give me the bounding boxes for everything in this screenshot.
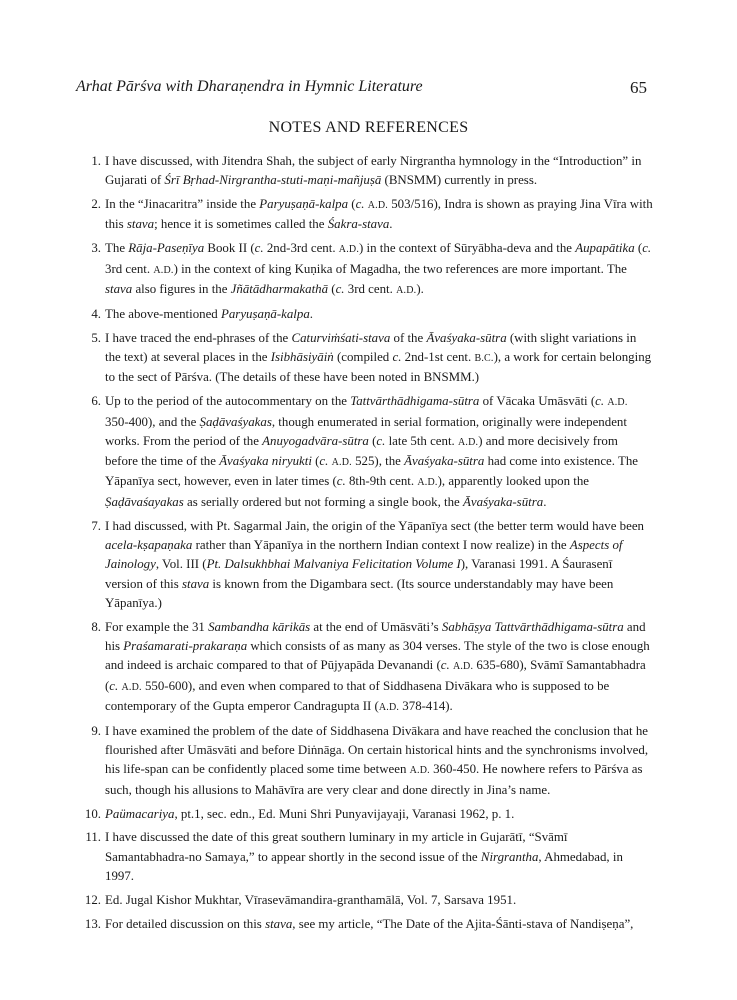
note-text-run: ) in the context of king Kuṇika of Magadha, the two references are more important. The xyxy=(173,261,627,276)
italic-term: Tattvārthādhigama-sūtra xyxy=(350,394,480,409)
note-text-run: ( xyxy=(328,281,336,296)
italic-term: Śrī Bṛhad-Nirgrantha-stuti-maṇi-mañjuṣā xyxy=(164,173,382,188)
note-item xyxy=(85,195,653,235)
note-text-run: , though enumerated in serial formation, originally were independent works. From the period of the xyxy=(105,414,627,448)
italic-term: Rāja-Paseṇīya xyxy=(128,241,205,256)
note-item xyxy=(85,805,653,824)
note-text-run: of Vācaka Umāsvāti ( xyxy=(479,394,596,409)
note-text-run: ). xyxy=(416,281,424,296)
italic-term: Ṣaḍāvaśyakas xyxy=(199,414,272,429)
note-text xyxy=(105,828,653,886)
italic-term: Āvaśyaka-sūtra xyxy=(404,454,485,469)
italic-term: Aspects of Jainology xyxy=(105,537,623,572)
note-text-run: . xyxy=(309,306,314,321)
note-text-run: at the end of Umāsvāti’s xyxy=(310,619,442,634)
note-number: 12. xyxy=(84,892,101,907)
note-item xyxy=(85,722,653,800)
italic-term: c. xyxy=(335,281,345,296)
note-item xyxy=(85,618,653,717)
italic-term: c. xyxy=(642,241,652,256)
running-head: Arhat Pārśva with Dharaṇendra in Hymnic Literature xyxy=(76,78,423,95)
note-text-run: . xyxy=(543,494,547,509)
section-title: NOTES AND REFERENCES xyxy=(268,119,469,136)
note-text-run: which consists of as many as 304 verses. The style of the two is close enough and indeed is archaic compared to that of Pūjyapāda Devanandi ( xyxy=(105,638,650,673)
italic-term: Pt. Dalsukhbhai Malvaniya Felicitation Volume I xyxy=(206,557,461,572)
note-text-run: , see my article, “The Date of the Ajita-Śānti-stava of Nandiṣeṇa”, xyxy=(292,916,634,931)
note-text-run: also figures in the xyxy=(132,281,231,296)
note-number: 3. xyxy=(91,241,101,256)
note-text-run: and his xyxy=(105,619,646,653)
note-text xyxy=(105,517,653,613)
note-item xyxy=(85,915,653,934)
note-text-run: I have discussed, with Jitendra Shah, the subject of early Nirgrantha hymnology in the “Introduction” in Gujarati of xyxy=(105,154,642,188)
small-caps-era: A.D. xyxy=(378,701,400,713)
note-text-run: , pt.1, sec. edn., Ed. Muni Shri Punyavijayaji, Varanasi 1962, p. 1. xyxy=(174,806,515,821)
note-text-run: I had discussed, with Pt. Sagarmal Jain, the origin of the Yāpanīya sect (the better term would have been xyxy=(105,518,644,533)
note-text-run: Ed. Jugal Kishor Mukhtar, Vīrasevāmandira-granthamālā, Vol. 7, Sarsava 1951. xyxy=(105,892,517,907)
note-text-run: late 5th cent. xyxy=(385,433,459,448)
small-caps-era: A.D. xyxy=(331,457,352,469)
small-caps-era: A.D. xyxy=(417,477,438,489)
note-text-run: In the “Jinacaritra” inside the xyxy=(105,197,260,212)
italic-term: acela-kṣapaṇaka xyxy=(105,537,193,552)
small-caps-era: A.D. xyxy=(153,264,174,276)
note-number: 7. xyxy=(91,518,101,533)
note-number: 5. xyxy=(91,330,101,345)
notes-list xyxy=(85,152,653,939)
note-text xyxy=(105,329,653,388)
note-text xyxy=(105,152,653,191)
italic-term: Nirgrantha xyxy=(480,849,539,864)
note-item xyxy=(85,392,653,512)
note-number: 8. xyxy=(91,619,101,634)
note-text-run: 378-414). xyxy=(399,698,453,713)
note-text-run: Up to the period of the autocommentary on the xyxy=(105,394,351,409)
italic-term: stava xyxy=(105,281,133,296)
note-item xyxy=(85,517,653,613)
italic-term: Praśamarati-prakaraṇa xyxy=(123,638,248,653)
note-text-run: 3rd cent. xyxy=(344,281,397,296)
note-text-run: ( xyxy=(368,433,377,448)
note-text-run: The above-mentioned xyxy=(105,306,221,321)
italic-term: Paümacariya xyxy=(105,806,175,821)
note-number: 13. xyxy=(84,916,101,931)
note-text xyxy=(105,915,653,934)
note-item xyxy=(85,239,653,300)
note-text-run: 635-680), Svāmī Samantabhadra ( xyxy=(105,658,646,693)
italic-term: Aupapātika xyxy=(575,241,635,256)
note-text-run: I have examined the problem of the date of Siddhasena Divākara and have reached the conclusion that he flourished after Umāsvāti and before Diṅnāga. On certain historical hints and the synchronisms involved, his life-span can be confidently placed some time between xyxy=(105,723,649,777)
small-caps-era: A.D. xyxy=(367,200,389,212)
note-number: 11. xyxy=(85,830,101,845)
note-text-run: (compiled xyxy=(333,350,393,365)
note-number: 10. xyxy=(84,806,101,821)
note-text xyxy=(105,805,653,824)
italic-term: Caturviṁśati-stava xyxy=(291,330,391,345)
note-text-run: ), apparently looked upon the xyxy=(437,474,590,489)
note-text-run: 550-600), and even when compared to that of Siddhasena Divākara who is supposed to be contemporary of the Gupta emperor Candragupta II ( xyxy=(105,678,610,713)
note-text-run: ) in the context of Sūryābha-deva and the xyxy=(359,241,576,256)
note-text-run: For detailed discussion on this xyxy=(105,916,266,931)
note-item xyxy=(85,828,653,886)
note-text xyxy=(105,722,653,800)
note-text-run: (with slight variations in the text) at several places in the xyxy=(105,330,637,365)
small-caps-era: A.D. xyxy=(121,681,142,693)
page-number: 65 xyxy=(630,78,647,97)
note-text xyxy=(105,618,653,717)
note-text-run: Book II ( xyxy=(204,241,255,256)
italic-term: Ṣaḍāvaśayakas xyxy=(105,494,184,509)
note-item xyxy=(85,152,653,191)
note-text-run: ( xyxy=(311,454,320,469)
italic-term: Sabhāṣya Tattvārthādhigama-sūtra xyxy=(441,619,624,634)
italic-term: c. xyxy=(376,433,386,448)
note-text-run: I have discussed the date of this great southern luminary in my article in Gujarātī, “Svāmī Samantabhadra-no Samaya,” to appear shortly in the second issue of the xyxy=(105,830,568,864)
note-text-run: rather than Yāpanīya in the northern Indian context I now realize) in the xyxy=(192,537,570,552)
note-text-run: The xyxy=(105,241,129,256)
italic-term: c. xyxy=(392,350,402,365)
note-item xyxy=(85,305,653,324)
note-text-run: ) and more decisively from before the time of the xyxy=(105,433,618,469)
note-text-run: 525), the xyxy=(351,454,405,469)
italic-term: stava xyxy=(265,916,293,931)
note-text-run: 8th-9th cent. xyxy=(345,474,418,489)
note-number: 4. xyxy=(91,306,101,321)
italic-term: Āvaśyaka-sūtra xyxy=(426,330,507,345)
note-text-run: 503/516), Indra is shown as praying Jina Vīra with this xyxy=(105,197,653,232)
note-text-run: 360-450. He nowhere refers to Pārśva as such, though his allusions to Mahāvīra are very clear and done directly in Jina’s name. xyxy=(105,762,643,797)
note-text-run: ( xyxy=(634,241,643,256)
note-number: 6. xyxy=(91,394,101,409)
italic-term: c. xyxy=(355,197,365,212)
italic-term: c. xyxy=(319,454,329,469)
italic-term: Śakra-stava xyxy=(327,217,390,232)
small-caps-era: B.C. xyxy=(474,353,494,365)
note-text-run: had come into existence. The Yāpanīya sect, however, even in later times ( xyxy=(105,454,639,489)
italic-term: c. xyxy=(109,678,119,693)
italic-term: Āvaśyaka-sūtra xyxy=(463,494,544,509)
italic-term: c. xyxy=(440,658,450,673)
note-text-run: , Ahmedabad, in 1997. xyxy=(105,849,623,884)
note-text-run: of the xyxy=(390,330,427,345)
note-text xyxy=(105,305,653,324)
small-caps-era: A.D. xyxy=(338,244,360,256)
italic-term: c. xyxy=(595,394,605,409)
small-caps-era: A.D. xyxy=(452,661,474,673)
note-text-run: (BNSMM) currently in press. xyxy=(381,173,538,188)
small-caps-era: A.D. xyxy=(396,284,417,296)
note-number: 9. xyxy=(91,723,101,738)
italic-term: Jñātādharmakathā xyxy=(230,281,329,296)
note-text xyxy=(105,239,653,300)
small-caps-era: A.D. xyxy=(458,436,479,448)
italic-term: Anuyogadvāra-sūtra xyxy=(262,433,369,448)
small-caps-era: A.D. xyxy=(409,765,430,777)
small-caps-era: A.D. xyxy=(607,397,628,409)
note-text-run: ), Varanasi 1991. A Śaurasenī version of this xyxy=(105,557,613,591)
italic-term: c. xyxy=(254,241,264,256)
note-text-run: ; hence it is sometimes called the xyxy=(154,217,328,232)
italic-term: Isibhāsiyāiṅ xyxy=(270,350,334,365)
note-number: 2. xyxy=(91,197,101,212)
note-text-run: as serially ordered but not forming a single book, the xyxy=(183,494,463,509)
note-text-run: I have traced the end-phrases of the xyxy=(105,330,292,345)
note-item xyxy=(85,891,653,910)
italic-term: Paryuṣaṇā-kalpa xyxy=(259,197,349,212)
note-text-run: 2nd-3rd cent. xyxy=(263,241,339,256)
note-text-run: . xyxy=(389,217,393,232)
note-text-run: 2nd-1st cent. xyxy=(401,350,475,365)
note-text-run: ( xyxy=(348,197,356,212)
note-text xyxy=(105,392,653,512)
note-text-run: For example the 31 xyxy=(105,619,209,634)
note-text-run: ), a work for certain belonging to the sect of Pārśva. (The details of these have been noted in BNSMM.) xyxy=(105,350,652,385)
italic-term: stava xyxy=(126,217,155,232)
note-item xyxy=(85,329,653,388)
note-text-run: 3rd cent. xyxy=(105,261,154,276)
italic-term: Sambandha kārikās xyxy=(208,619,311,634)
note-text xyxy=(105,891,653,910)
italic-term: Paryuṣaṇā-kalpa xyxy=(220,306,310,321)
italic-term: stava xyxy=(181,576,210,591)
italic-term: Āvaśyaka niryukti xyxy=(219,454,312,469)
note-text-run: 350-400), and the xyxy=(105,414,200,429)
note-number: 1. xyxy=(91,154,101,168)
note-text-run: is known from the Digambara sect. (Its source understandably may have been Yāpanīya.) xyxy=(105,576,614,610)
note-text xyxy=(105,195,653,235)
italic-term: c. xyxy=(336,474,346,489)
note-text-run: , Vol. III ( xyxy=(155,557,207,572)
